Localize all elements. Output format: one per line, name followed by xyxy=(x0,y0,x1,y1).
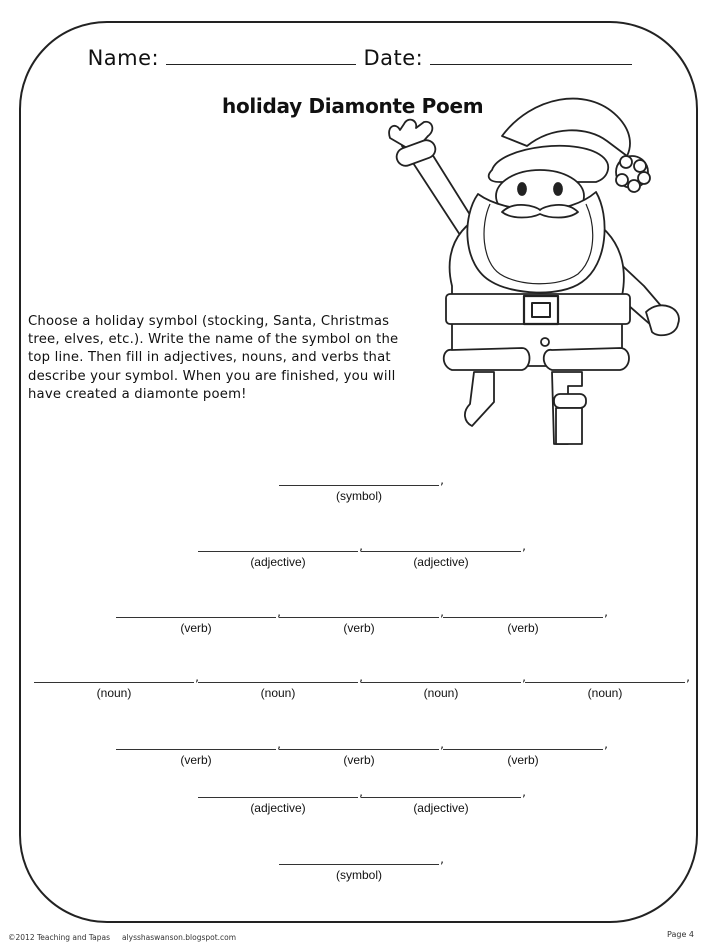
verb-line[interactable]: , (verb) xyxy=(443,599,603,635)
adjective-line[interactable]: , (adjective) xyxy=(361,779,521,815)
noun-line[interactable]: , (noun) xyxy=(525,664,685,700)
adjective-line[interactable]: , (adjective) xyxy=(198,533,358,569)
verb-line[interactable]: , (verb) xyxy=(443,731,603,767)
noun-line[interactable]: , (noun) xyxy=(34,664,194,700)
adjective-line[interactable]: , (adjective) xyxy=(361,533,521,569)
noun-line[interactable]: , (noun) xyxy=(198,664,358,700)
instructions-text: Choose a holiday symbol (stocking, Santa, Christmas tree, elves, etc.). Write the name of the symbol on the top line. Then fill in adjectives, nouns, and verbs that describe your symbol. When you are finished, you will have created a diamonte poem! xyxy=(28,314,399,402)
symbol-line-top[interactable]: , (symbol) xyxy=(279,467,439,503)
santa-illustration xyxy=(382,86,694,456)
footer-copyright: ©2012 Teaching and Tapas alysshaswanson.blogspot.com xyxy=(8,933,237,942)
noun-line[interactable]: , (noun) xyxy=(361,664,521,700)
verb-line[interactable]: , (verb) xyxy=(116,599,276,635)
name-label: Name: xyxy=(87,46,160,70)
page-title: holiday Diamonte Poem xyxy=(222,94,484,118)
verb-line[interactable]: , (verb) xyxy=(116,731,276,767)
adjective-line[interactable]: , (adjective) xyxy=(198,779,358,815)
name-blank[interactable] xyxy=(166,64,356,65)
date-blank[interactable] xyxy=(430,64,632,65)
symbol-line-bottom[interactable]: , (symbol) xyxy=(279,846,439,882)
header-line xyxy=(0,46,720,70)
date-label: Date: xyxy=(363,46,424,70)
verb-line[interactable]: , (verb) xyxy=(279,731,439,767)
verb-line[interactable]: , (verb) xyxy=(279,599,439,635)
page-number: Page 4 xyxy=(667,930,694,939)
